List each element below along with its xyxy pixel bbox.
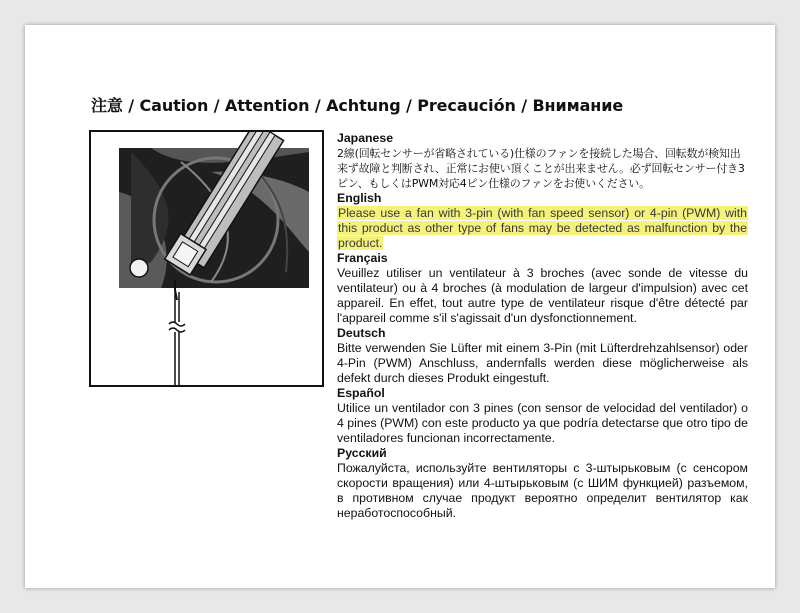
fan-with-cable-drawing — [91, 132, 322, 385]
notice-text: Veuillez utiliser un ventilateur à 3 broches (avec sonde de vitesse du ventilateur) ou à 4 broches (à modulation de largeur d'impulsion) avec cet appareil. En effet, tout autre type de ventilateur risque d'être détecté par l'appareil comme s'il s'agissait d'un dysfonctionnement. — [337, 266, 748, 325]
document-page — [25, 25, 775, 588]
caution-heading: 注意 / Caution / Attention / Achtung / Precaución / Внимание — [91, 96, 624, 115]
notice-text: 2線(回転センサーが省略されている)仕様のファンを接続した場合、回転数が検知出来ず故障と判断され、正常にお使い頂くことが出来ません。必ず回転センサー付き3ピン、もしくはPWM対応4ピン仕様のファンをお使いください。 — [337, 147, 745, 190]
highlighted-notice: Please use a fan with 3-pin (with fan speed sensor) or 4-pin (PWM) with this product as other type of fans may be detected as malfunction by the product. — [338, 206, 747, 250]
language-title: Deutsch — [337, 326, 386, 340]
notice-text: Utilice un ventilador con 3 pines (con sensor de velocidad del ventilador) o 4 pines (PWM) con este producto ya que podría detectarse que otro tipo de ventiladores funcionan incorrectamente. — [337, 401, 748, 445]
notice-text — [337, 206, 748, 251]
section-espanol — [337, 386, 748, 446]
notice-text: Bitte verwenden Sie Lüfter mit einem 3-Pin (mit Lüfterdrehzahlsensor) oder 4-Pin (PWM) Anschluss, andernfalls werden diese möglicherweise als defekt durch dieses Produkt eingestuft. — [337, 341, 748, 385]
language-title: Japanese — [337, 131, 394, 145]
language-title: English — [337, 191, 382, 205]
section-english — [337, 191, 748, 251]
section-russian — [337, 446, 748, 521]
section-francais — [337, 251, 748, 326]
section-japanese — [337, 131, 748, 191]
fan-connector-illustration — [89, 130, 324, 387]
section-deutsch — [337, 326, 748, 386]
language-title: Русский — [337, 446, 387, 460]
language-title: Español — [337, 386, 385, 400]
language-title: Français — [337, 251, 388, 265]
notice-text: Пожалуйста, используйте вентиляторы с 3-штырьковым (с сенсором скорости вращения) или 4-штырьковым (с ШИМ функцией) разъемом, в противном случае продукт вероятно определит вентилятор как неработоспособный. — [337, 461, 748, 520]
multilingual-notice — [337, 131, 748, 521]
